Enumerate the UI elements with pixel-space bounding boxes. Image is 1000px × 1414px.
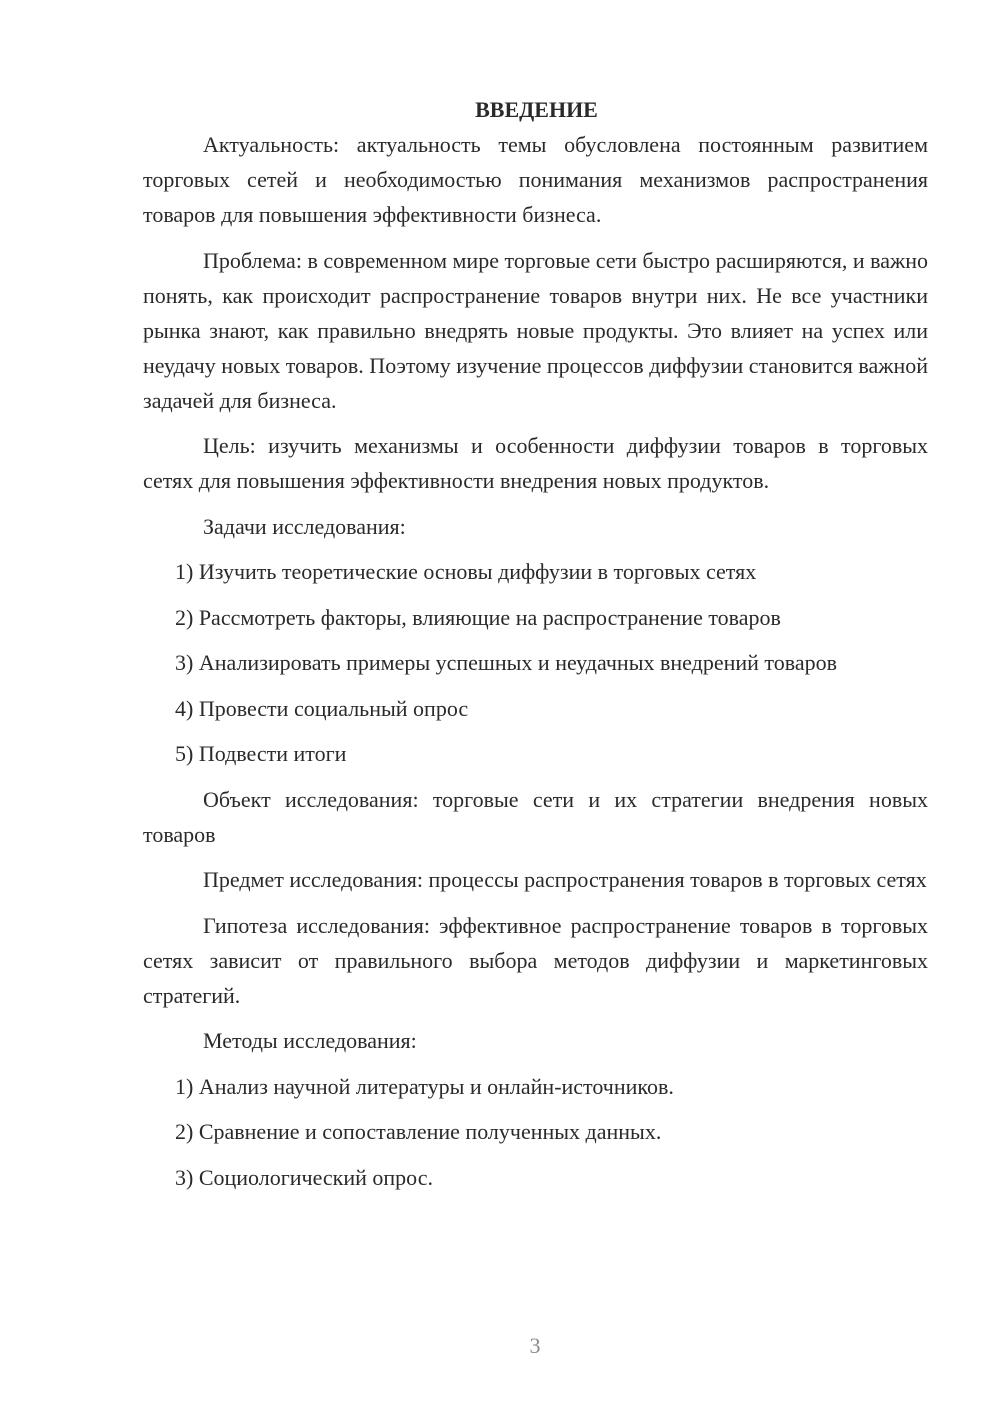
relevance-paragraph: Актуальность: актуальность темы обусловлена постоянным развитием торговых сетей и необходимостью понимания механизмов распространения товаров для повышения эффективности бизнеса.	[143, 132, 928, 227]
task-item: 3) Анализировать примеры успешных и неудачных внедрений товаров	[175, 650, 837, 675]
hypothesis-paragraph: Гипотеза исследования: эффективное распространение товаров в торговых сетях зависит от правильного выбора методов диффузии и маркетинговых стратегий.	[143, 912, 928, 1008]
task-item: 2) Рассмотреть факторы, влияющие на распространение товаров	[175, 604, 781, 630]
methods-title: Методы исследования:	[203, 1028, 417, 1053]
method-item: 1) Анализ научной литературы и онлайн-источников.	[175, 1073, 674, 1099]
task-item: 4) Провести социальный опрос	[175, 695, 469, 721]
tasks-list	[143, 554, 928, 771]
goal-paragraph: Цель: изучить механизмы и особенности диффузии товаров в торговых сетях для повышения эффективности внедрения новых продуктов.	[143, 433, 928, 493]
method-item: 3) Социологический опрос.	[175, 1164, 433, 1190]
method-item: 2) Сравнение и сопоставление полученных данных.	[175, 1119, 662, 1144]
task-item: 1) Изучить теоретические основы диффузии в торговых сетях	[175, 559, 757, 584]
object-paragraph: Объект исследования: торговые сети и их стратегии внедрения новых товаров	[143, 786, 928, 847]
subject-paragraph: Предмет исследования: процессы распространения товаров в торговых сетях	[203, 867, 927, 892]
document-page	[143, 92, 928, 1205]
task-item: 5) Подвести итоги	[175, 741, 347, 766]
page-number: 3	[529, 1333, 541, 1358]
section-heading: ВВЕДЕНИЕ	[475, 97, 598, 122]
tasks-title: Задачи исследования:	[203, 513, 406, 539]
methods-list	[143, 1069, 928, 1195]
problem-paragraph: Проблема: в современном мире торговые сети быстро расширяются, и важно понять, как происходит распространение товаров внутри них. Не все участники рынка знают, как правильно внедрять новые продукты. Это влияет на успех или неудачу новых товаров. Поэтому изучение процессов диффузии становится важной задачей для бизнеса.	[143, 247, 928, 413]
